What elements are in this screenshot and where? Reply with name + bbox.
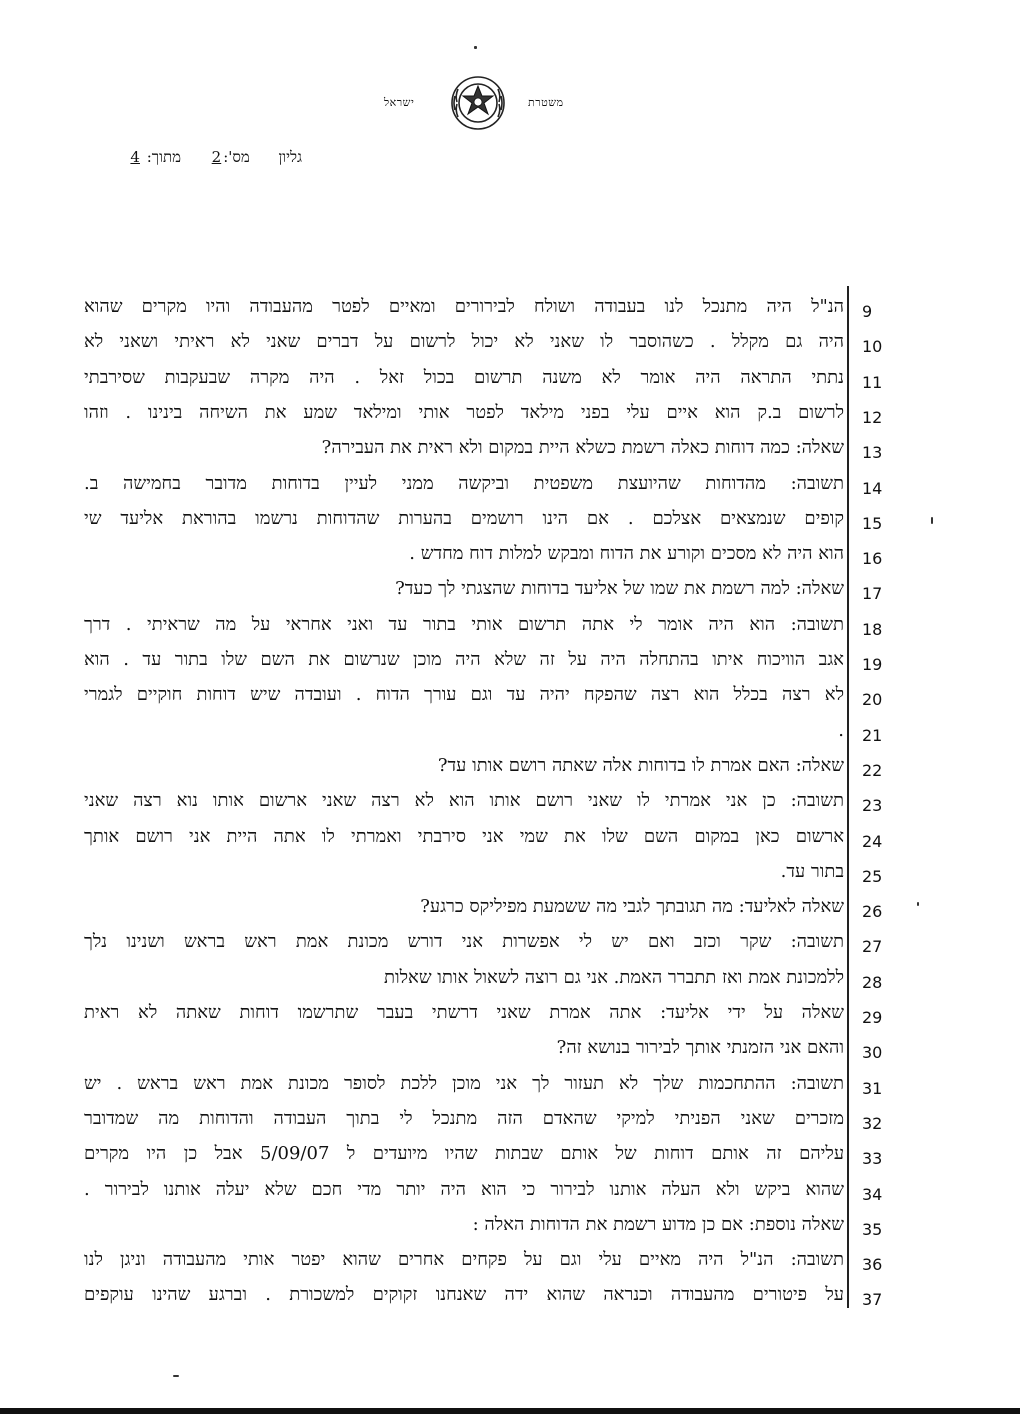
- line-number: 18: [862, 619, 883, 639]
- scan-bottom-edge: [0, 1408, 1020, 1414]
- number-label: מס':: [223, 148, 250, 166]
- sheet-label: גליון: [278, 148, 302, 166]
- line-number: 17: [862, 584, 883, 604]
- transcript-line: שאלה על ידי אליעד: אתה אמרת שאני דרשתי בעבר שתרשמו דוחות שאתה לא ראית: [84, 1002, 844, 1023]
- number-value: 2: [211, 148, 222, 166]
- transcript-line: הוא היה לא מסכים וקורע את הדוח ומבקש למלות דוח מחדש .: [409, 543, 844, 565]
- header-org-word-right: ישראל: [384, 96, 415, 109]
- scan-speck: [917, 902, 919, 906]
- line-number: 14: [862, 478, 883, 498]
- line-number: 26: [862, 902, 883, 922]
- line-number: 16: [862, 549, 883, 569]
- transcript-line: שאלה לאליעד: מה תגובתך לגבי מה ששמעת מפיליקס כרגע?: [420, 896, 844, 918]
- line-number: 34: [862, 1184, 883, 1204]
- transcript-line: ללמכונת אמת ואז תתברר האמת. אני גם רוצה לשאול אותו שאלות: [384, 966, 844, 988]
- total-value: 4: [130, 148, 140, 166]
- line-number: 28: [862, 972, 883, 992]
- scan-speck: [474, 46, 477, 49]
- transcript-line: תשובה: מהדוחות שהיועצת משפטית וביקשה ממני לעיין בדוחות מדובר בחמישה ב.: [84, 472, 844, 494]
- line-number: 36: [862, 1255, 883, 1275]
- line-number: 37: [862, 1290, 883, 1310]
- transcript-line: אגב הוויכוח איתו בהתחלה היה על זה שלא היה מוכן שנרשום את השם שלו בתור עד . הוא: [84, 649, 844, 670]
- transcript-line: תשובה: הוא היה אומר לי אתה תרשום אותי בתור עד ואני אחראי על מה שראיתי . דרך: [84, 613, 844, 635]
- transcript-line: שאלה: האם אמרת לו בדוחות אלה שאתה רושם אותו עד?: [437, 754, 844, 776]
- sheet-number-line: [128, 148, 302, 167]
- margin-divider-line: [847, 286, 849, 1308]
- line-number: 32: [862, 1113, 883, 1133]
- transcript-line: מזכרים שאני הפניתי למיקי שהאדם הזה מתנכל לי בתוך העבודה והדוחות מה שמדובר: [84, 1107, 844, 1129]
- transcript-line: לרשום ב.ק הוא איים עלי בפני מילאד לפטר אותי ומילאד שמע את השיחה בינינו . וזהו: [84, 401, 844, 423]
- total-label: מתוך:: [146, 148, 182, 166]
- line-number: 29: [862, 1008, 883, 1027]
- line-number: 30: [862, 1043, 883, 1063]
- line-number: 31: [862, 1078, 883, 1098]
- transcript-line: והאם אני הזמנתי אותך לבירור בנושא זה?: [556, 1037, 844, 1059]
- transcript-line: שהוא ביקש ולא העלה אותנו לבירור כי הוא היה יותר מדי חכם שלא יעלה אותנו לבירור .: [84, 1178, 844, 1200]
- transcript-line: שאלה נוספת: אם כן מדוע רשמת את הדוחות האלה :: [472, 1213, 844, 1235]
- transcript-line: שאלה: כמה דוחות כאלה רשמת כשלא היית במקום ולא ראית את העבירה?: [321, 437, 844, 459]
- transcript-line: תשובה: שקר וכזב ואם יש לי אפשרות אני דורש מכונת אמת ראש בראש ושנינו נלך: [84, 931, 844, 953]
- line-number: 13: [862, 443, 883, 463]
- header-org-word-left: משטרת: [528, 96, 564, 109]
- line-number: 9: [862, 302, 873, 321]
- line-number: 15: [862, 513, 883, 533]
- transcript-line: שאלה: למה רשמת את שמו של אליעד בדוחות שהצגתי לך כעד?: [395, 578, 844, 600]
- transcript-line: נתתי התראה היה אומר לא משנה תרשום בכול זאל . היה מקרה שבעקבות שסירבתי: [84, 366, 844, 388]
- transcript-line: בתור עד.: [780, 860, 844, 882]
- line-number: 27: [862, 937, 883, 957]
- line-number: 22: [862, 760, 883, 780]
- line-number: 25: [862, 866, 883, 886]
- transcript-line: קופים שנמצאים אצלכם . אם הינו רושמים בהערות שהדוחות נרשמו בהוראת אליעד שי: [84, 507, 844, 529]
- transcript-line: ארשום כאן במקום השם שלו את שמי אני סירבתי ואמרתי לו אתה היית אני רושם אותך: [84, 825, 844, 847]
- line-number: 35: [862, 1219, 883, 1239]
- transcript-line: .: [838, 719, 844, 741]
- scan-speck: [173, 1375, 179, 1377]
- line-number: 11: [862, 372, 883, 392]
- transcript-line: היה גם מקלל . כשהוסבר לו שאני לא יכול לרשום על דברים שאני לא ראיתי ושאני לא: [84, 331, 844, 353]
- transcript-line: תשובה: הנ"ל היה מאיים עלי וגם על פקחים אחרים שהוא יפטר אותי מהעבודה וניגן לנו: [84, 1249, 844, 1271]
- transcript-line: עליהם זה אותם דוחות של אותם שבתות שהיו מיועדים ל 5/09/07 אבל כן היו מקרים: [84, 1143, 845, 1165]
- line-number: 10: [862, 337, 883, 357]
- line-number: 12: [862, 407, 883, 427]
- transcript-line: תשובה: כן אני אמרתי לו שאני רושם אותו הוא לא רצה שאני ארשום אותו נוא רצה שאני: [84, 790, 844, 812]
- transcript-line: תשובה: ההתחכמות שלך לא תעזור לך אני מוכן ללכת לסופר מכונת אמת ראש בראש . יש: [84, 1072, 844, 1094]
- transcript-line: על פיטורים מהעבודה וכנראה שהוא ידה שאנחנו זקוקים למשכורת . וברגע שהינו עוקפים: [84, 1284, 844, 1306]
- line-number: 23: [862, 796, 883, 816]
- transcript-line: לא רצה בכלל הוא רצה שהפקח יהיה עד וגם עורך הדוח . ועובדה שיש דוחות חוקיים לגמרי: [84, 684, 844, 706]
- line-number: 21: [862, 725, 883, 745]
- line-number: 19: [862, 655, 883, 674]
- scan-speck: [931, 517, 933, 524]
- line-number: 24: [862, 831, 883, 851]
- transcript-line: הנ"ל היה מתנכל לנו בעבודה ושולח לבירורים ומאיים לפטר מהעבודה והיו מקרים שהוא: [84, 296, 844, 317]
- police-emblem-icon: [449, 74, 507, 132]
- line-number: 20: [862, 690, 883, 710]
- line-number: 33: [862, 1149, 883, 1169]
